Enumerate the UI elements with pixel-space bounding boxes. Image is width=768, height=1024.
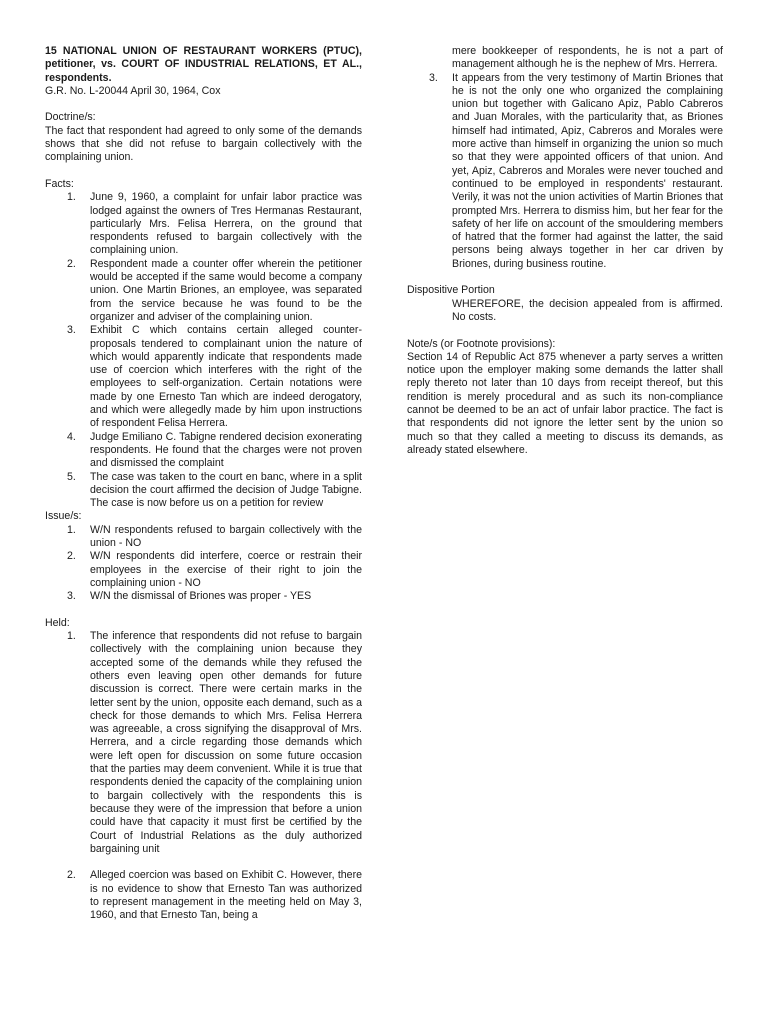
held-item xyxy=(45,630,362,856)
list-number: 3. xyxy=(67,590,76,603)
issue-text: W/N respondents did interfere, coerce or restrain their employees in the exercise of their right to join the complaining union - NO xyxy=(90,550,362,589)
list-number: 3. xyxy=(67,324,76,337)
spacer xyxy=(45,165,362,178)
fact-text: Exhibit C which contains certain alleged counter-proposals tendered to complainant union the nature of which would apparently indicate that respondents made use of coercion which interferes with the right of the employees to self-organization. Certain notations were made by one Ernesto Tan which are indeed derogatory, and which were allegedly made by him upon instructions of respondent Felisa Herrera. xyxy=(90,324,362,430)
issue-item xyxy=(45,590,362,603)
doctrine-heading: Doctrine/s: xyxy=(45,111,96,124)
held-text: The inference that respondents did not refuse to bargain collectively with the complaining union because they accepted some of the demands while they refused the others even leaving open other demands for future discussion is correct. There were certain marks in the letter sent by the union, opposite each demand, such as a check for those demands to which Mrs. Felisa Herrera was agreeable, a cross signifying the disapproval of Mrs. Herrera, and a circle regarding those demands which were left open for discussion on some future occasion that the parties may deem convenient. While it is true that respondents denied the capacity of the complaining union to bargain collectively with the respondents this is because they were of the impression that before a union could have that capacity it must first be certified by the Court of Industrial Relations as the duly authorized bargaining unit xyxy=(90,630,362,855)
fact-text: The case was taken to the court en banc, where in a split decision the court affirmed the decision of Judge Tabigne. The case is now before us on a petition for review xyxy=(90,470,362,510)
fact-text: Judge Emiliano C. Tabigne rendered decision exonerating respondents. He found that the charges were not proven and dismissed the complaint xyxy=(90,430,362,470)
dispositive-text: WHEREFORE, the decision appealed from is affirmed. No costs. xyxy=(452,297,723,323)
held-text: It appears from the very testimony of Martin Briones that he is not the only one who organized the complaining union but together with Galicano Apiz, Pablo Cabreros and Juan Morales, with the particularity that, as Briones himself had intimated, Apiz, Cabreros and Morales were more active than himself in organizing the union so much so that they were appointed officers of that union. And yet, Apiz, Cabreros and Morales were never touched and continued to be employed in respondents' restaurant. Verily, it was not the union activities of Martin Briones that prompted Mrs. Herrera to dismiss him, but her fear for the safety of her life on account of the smouldering members of hatred that the former had against the latter, the said persons being always together in her car driven by Briones, during business routine. xyxy=(452,71,723,270)
spacer xyxy=(407,324,723,337)
list-number: 2. xyxy=(67,550,76,563)
case-citation: G.R. No. L-20044 April 30, 1964, Cox xyxy=(45,84,221,97)
left-column xyxy=(45,45,362,923)
spacer xyxy=(407,271,723,284)
issue-item xyxy=(45,524,362,551)
list-number: 2. xyxy=(67,257,76,270)
held-list-continued-2 xyxy=(407,72,723,271)
facts-heading: Facts: xyxy=(45,177,74,190)
fact-item xyxy=(45,431,362,471)
fact-item xyxy=(45,471,362,511)
held-text-part-2: mere bookkeeper of respondents, he is not a part of management although he is the nephew of Mrs. Herrera. xyxy=(452,45,723,71)
fact-item xyxy=(45,324,362,430)
held-list xyxy=(45,630,362,856)
held-list-continued xyxy=(45,869,362,922)
spacer xyxy=(45,856,362,869)
list-number: 3. xyxy=(429,71,438,84)
list-number: 1. xyxy=(67,630,76,643)
fact-text: June 9, 1960, a complaint for unfair labor practice was lodged against the owners of Tres Hermanas Restaurant, particularly Mrs. Felisa Herrera, on the ground that respondents refused to bargain collectively with the complaining union. xyxy=(90,191,362,257)
dispositive-heading: Dispositive Portion xyxy=(407,284,495,297)
spacer xyxy=(45,603,362,616)
list-number: 1. xyxy=(67,191,76,204)
fact-text: Respondent made a counter offer wherein the petitioner would be accepted if the same would become a company union. One Martin Briones, an employee, was separated from the service because he was found to be the organizer and adviser of the complaining union. xyxy=(90,257,362,323)
held-item xyxy=(407,72,723,271)
doctrine-text: The fact that respondent had agreed to only some of the demands shows that she did not refuse to bargain collectively with the complaining union. xyxy=(45,124,362,164)
list-number: 5. xyxy=(67,470,76,483)
list-number: 4. xyxy=(67,430,76,443)
issue-text: W/N the dismissal of Briones was proper - YES xyxy=(90,590,312,603)
fact-item xyxy=(45,258,362,324)
fact-item xyxy=(45,191,362,257)
facts-list xyxy=(45,191,362,510)
notes-heading: Note/s (or Footnote provisions): xyxy=(407,337,556,350)
issue-item xyxy=(45,550,362,590)
issues-list xyxy=(45,524,362,604)
held-item xyxy=(45,869,362,922)
held-heading: Held: xyxy=(45,616,70,629)
spacer xyxy=(45,98,362,111)
list-number: 1. xyxy=(67,523,76,536)
case-title: 15 NATIONAL UNION OF RESTAURANT WORKERS (PTUC), petitioner, vs. COURT OF INDUSTRIAL RELATIONS, ET AL., respondents. xyxy=(45,45,362,84)
right-column xyxy=(407,45,723,457)
issue-text: W/N respondents refused to bargain collectively with the union - NO xyxy=(90,523,362,549)
held-text-part-1: Alleged coercion was based on Exhibit C. However, there is no evidence to show that Ernesto Tan was authorized to represent management in the meeting held on May 3, 1960, and that Ernesto Tan, being a xyxy=(90,869,362,922)
list-number: 2. xyxy=(67,869,76,882)
issues-heading: Issue/s: xyxy=(45,510,82,523)
notes-text: Section 14 of Republic Act 875 whenever a party serves a written notice upon the employer making some demands the latter shall reply thereto not later than 10 days from receipt thereof, but this rendition is merely procedural and as such its non-compliance cannot be deemed to be an act of unfair labor practice. The fact is that respondents did not ignore the letter sent by the union so much so that they called a meeting to discuss its demands, as already stated elsewhere. xyxy=(407,350,723,456)
